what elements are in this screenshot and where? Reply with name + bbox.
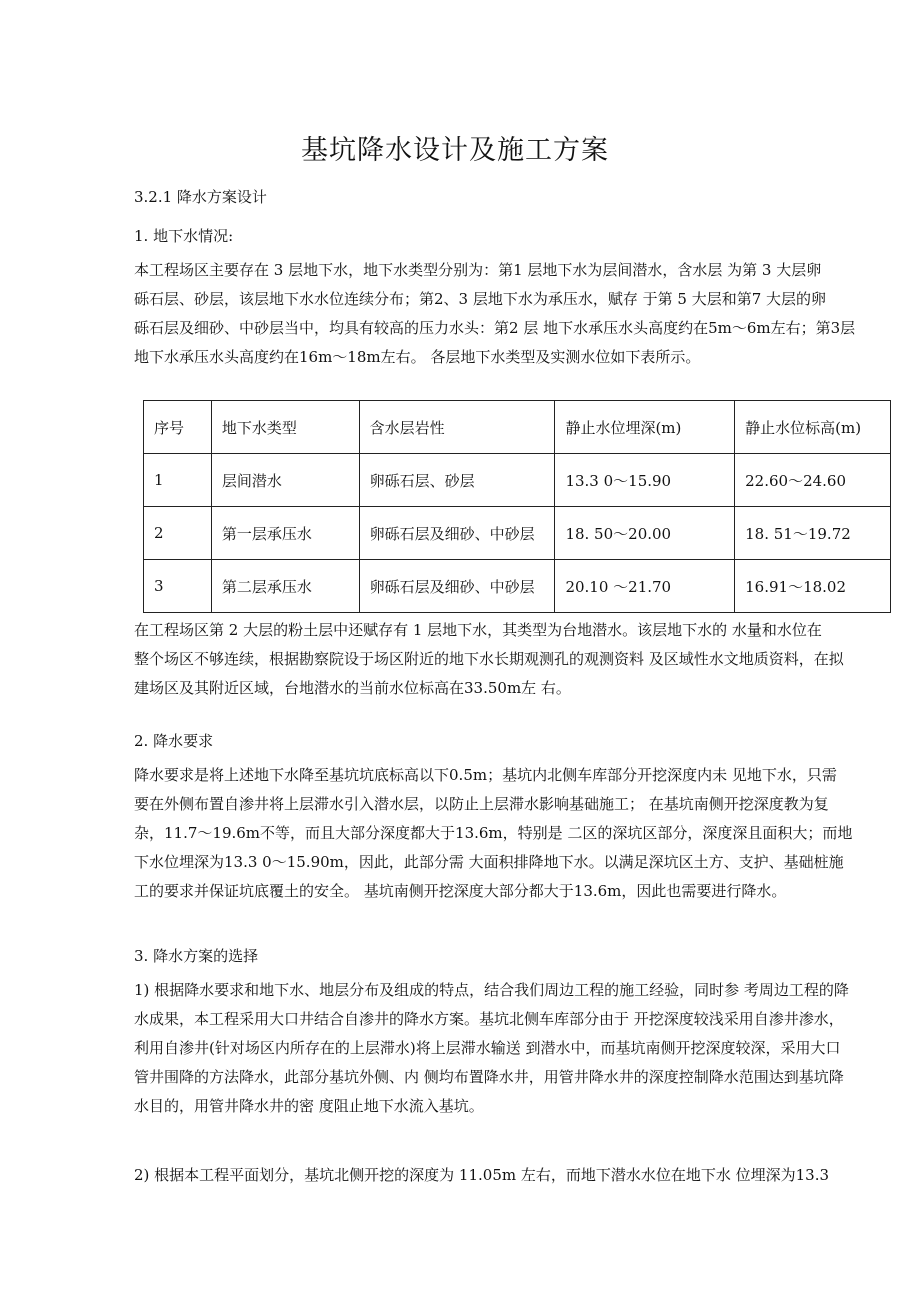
table-row (144, 454, 891, 507)
header-cell: 静止水位埋深(m) (555, 401, 735, 454)
text-line: 水成果，本工程采用大口井结合自渗井的降水方案。基坑北侧车库部分由于 开挖深度较浅采用自渗井渗水， (134, 1010, 844, 1028)
text-line: 管井围降的方法降水，此部分基坑外侧、内 侧均布置降水井，用管井降水井的深度控制降水范围达到基坑降 (134, 1068, 844, 1086)
paragraph-table-water (134, 616, 910, 703)
text-line: 降水要求是将上述地下水降至基坑坑底标高以下0.5m；基坑内北侧车库部分开挖深度内未 见地下水，只需 (134, 766, 837, 784)
table-cell: 20.10 ～21.70 (555, 560, 735, 613)
table-row (144, 560, 891, 613)
groundwater-table (143, 400, 891, 613)
heading-requirements: 2. 降水要求 (134, 732, 214, 750)
document-title: 基坑降水设计及施工方案 (301, 135, 609, 166)
text-line: 地下水承压水头高度约在16m～18m左右。 各层地下水类型及实测水位如下表所示。 (134, 348, 701, 366)
table-header-row (144, 401, 891, 454)
table-cell: 卵砾石层及细砂、中砂层 (359, 560, 555, 613)
table-cell: 18. 50～20.00 (555, 507, 735, 560)
table-cell: 卵砾石层及细砂、中砂层 (359, 507, 555, 560)
text-line: 本工程场区主要存在 3 层地下水，地下水类型分别为：第1 层地下水为层间潜水，含水层 为第 3 大层卵 (134, 261, 822, 279)
text-line: 砾石层及细砂、中砂层当中，均具有较高的压力水头：第2 层 地下水承压水头高度约在5m～6m左右；第3层 (134, 319, 856, 337)
table-cell: 16.91～18.02 (735, 560, 891, 613)
text-line: 建场区及其附近区域，台地潜水的当前水位标高在33.50m左 右。 (134, 679, 571, 697)
table-cell: 2 (144, 507, 212, 560)
header-cell: 静止水位标高(m) (735, 401, 891, 454)
text-line: 利用自渗井(针对场区内所存在的上层滞水)将上层滞水输送 到潜水中，而基坑南侧开挖深度较深，采用大口 (134, 1039, 841, 1057)
paragraph-scheme-1 (134, 976, 910, 1121)
text-line: 要在外侧布置自渗井将上层滞水引入潜水层，以防止上层滞水影响基础施工； 在基坑南侧开挖深度教为复 (134, 795, 829, 813)
header-cell: 序号 (144, 401, 212, 454)
table-cell: 22.60～24.60 (735, 454, 891, 507)
text-line: 在工程场区第 2 大层的粉土层中还赋存有 1 层地下水，其类型为台地潜水。该层地下水的 水量和水位在 (134, 621, 822, 639)
table-row (144, 507, 891, 560)
text-line: 2) 根据本工程平面划分，基坑北侧开挖的深度为 11.05m 左右，而地下潜水水位在地下水 位埋深为13.3 (134, 1166, 830, 1184)
table-cell: 18. 51～19.72 (735, 507, 891, 560)
table-cell: 13.3 0～15.90 (555, 454, 735, 507)
header-cell: 含水层岩性 (359, 401, 555, 454)
text-line: 砾石层、砂层，该层地下水水位连续分布；第2、3 层地下水为承压水，赋存 于第 5 大层和第7 大层的卵 (134, 290, 827, 308)
heading-scheme-selection: 3. 降水方案的选择 (134, 947, 259, 965)
text-line: 工的要求并保证坑底覆土的安全。 基坑南侧开挖深度大部分都大于13.6m，因此也需要进行降水。 (134, 882, 787, 900)
table-cell: 卵砾石层、砂层 (359, 454, 555, 507)
paragraph-groundwater (134, 256, 910, 372)
paragraph-requirements (134, 761, 910, 906)
table-cell: 第一层承压水 (211, 507, 359, 560)
heading-groundwater: 1. 地下水情况: (134, 227, 234, 245)
text-line: 杂，11.7～19.6m不等，而且大部分深度都大于13.6m，特别是 二区的深坑区部分，深度深且面积大；而地 (134, 824, 853, 842)
table-cell: 3 (144, 560, 212, 613)
table-cell: 1 (144, 454, 212, 507)
text-line: 整个场区不够连续，根据勘察院设于场区附近的地下水长期观测孔的观测资料 及区域性水文地质资料，在拟 (134, 650, 844, 668)
text-line: 1) 根据降水要求和地下水、地层分布及组成的特点，结合我们周边工程的施工经验，同时参 考周边工程的降 (134, 981, 849, 999)
text-line: 下水位埋深为13.3 0～15.90m，因此，此部分需 大面积排降地下水。以满足深坑区土方、支护、基础桩施 (134, 853, 844, 871)
paragraph-scheme-2 (134, 1161, 910, 1190)
section-heading: 3.2.1 降水方案设计 (134, 188, 267, 206)
table-cell: 层间潜水 (211, 454, 359, 507)
text-line: 水目的，用管井降水井的密 度阻止地下水流入基坑。 (134, 1097, 484, 1115)
header-cell: 地下水类型 (211, 401, 359, 454)
table-cell: 第二层承压水 (211, 560, 359, 613)
